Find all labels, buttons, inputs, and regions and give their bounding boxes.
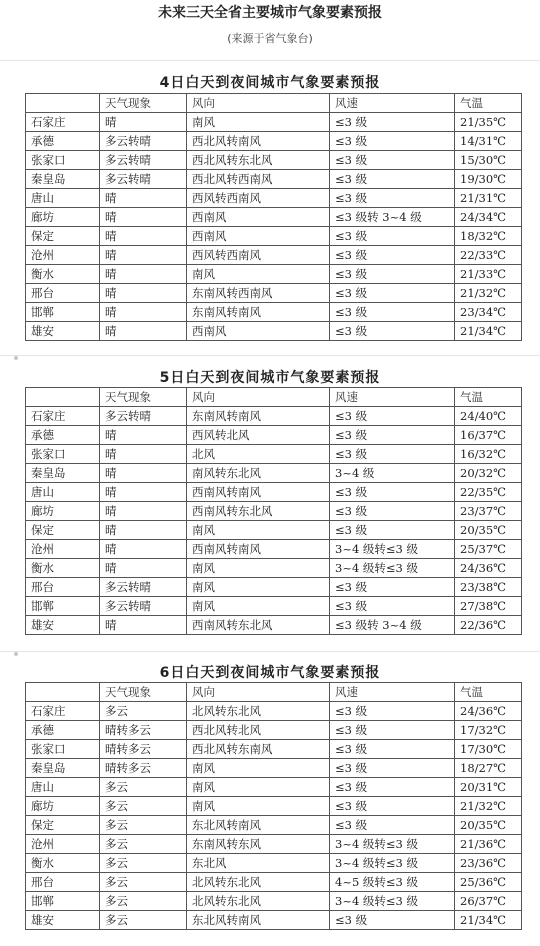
- wind-direction-cell: 南风: [187, 559, 330, 578]
- wind-speed-cell: ≤3 级: [330, 189, 455, 208]
- column-header: 天气现象: [100, 94, 187, 113]
- weather-cell: 晴: [100, 189, 187, 208]
- city-cell: 秦皇岛: [26, 170, 100, 189]
- table-row: [26, 559, 522, 578]
- weather-cell: 晴: [100, 464, 187, 483]
- table-row: [26, 797, 522, 816]
- temperature-cell: 21/33℃: [455, 265, 522, 284]
- wind-speed-cell: 3~4 级转≤3 级: [330, 835, 455, 854]
- table-row: [26, 721, 522, 740]
- weather-cell: 晴: [100, 521, 187, 540]
- wind-speed-cell: ≤3 级: [330, 151, 455, 170]
- temperature-cell: 24/40℃: [455, 407, 522, 426]
- wind-direction-cell: 东北风: [187, 854, 330, 873]
- city-cell: 张家口: [26, 740, 100, 759]
- wind-direction-cell: 南风: [187, 578, 330, 597]
- temperature-cell: 16/37℃: [455, 426, 522, 445]
- weather-cell: 晴: [100, 208, 187, 227]
- column-header: 风速: [330, 388, 455, 407]
- column-header: 天气现象: [100, 683, 187, 702]
- weather-cell: 晴: [100, 540, 187, 559]
- wind-direction-cell: 南风: [187, 797, 330, 816]
- weather-cell: 晴转多云: [100, 740, 187, 759]
- city-cell: 沧州: [26, 540, 100, 559]
- temperature-cell: 22/35℃: [455, 483, 522, 502]
- wind-speed-cell: ≤3 级: [330, 303, 455, 322]
- table-row: [26, 132, 522, 151]
- divider: [0, 651, 540, 652]
- wind-speed-cell: ≤3 级: [330, 265, 455, 284]
- wind-direction-cell: 东南风转南风: [187, 303, 330, 322]
- wind-direction-cell: 南风: [187, 265, 330, 284]
- weather-cell: 晴: [100, 284, 187, 303]
- temperature-cell: 18/32℃: [455, 227, 522, 246]
- wind-speed-cell: ≤3 级: [330, 227, 455, 246]
- city-cell: 邯郸: [26, 303, 100, 322]
- city-cell: 石家庄: [26, 702, 100, 721]
- column-header: 风向: [187, 683, 330, 702]
- table-header-row: [26, 94, 522, 113]
- temperature-cell: 24/34℃: [455, 208, 522, 227]
- table-row: [26, 702, 522, 721]
- weather-cell: 多云转晴: [100, 170, 187, 189]
- wind-speed-cell: ≤3 级: [330, 702, 455, 721]
- weather-cell: 晴: [100, 616, 187, 635]
- wind-speed-cell: 3~4 级转≤3 级: [330, 892, 455, 911]
- divider: [0, 60, 540, 61]
- city-cell: 邯郸: [26, 892, 100, 911]
- temperature-cell: 18/27℃: [455, 759, 522, 778]
- table-row: [26, 521, 522, 540]
- wind-direction-cell: 西南风转东北风: [187, 502, 330, 521]
- section-title: 6日白天到夜间城市气象要素预报: [159, 665, 381, 681]
- wind-direction-cell: 南风: [187, 113, 330, 132]
- wind-direction-cell: 北风: [187, 445, 330, 464]
- divider-dot: [14, 652, 18, 656]
- temperature-cell: 20/35℃: [455, 521, 522, 540]
- city-cell: 廊坊: [26, 797, 100, 816]
- column-header: 风向: [187, 94, 330, 113]
- table-row: [26, 597, 522, 616]
- weather-cell: 多云: [100, 702, 187, 721]
- table-row: [26, 483, 522, 502]
- city-cell: 承德: [26, 426, 100, 445]
- wind-speed-cell: ≤3 级: [330, 740, 455, 759]
- city-cell: 石家庄: [26, 113, 100, 132]
- city-cell: 秦皇岛: [26, 464, 100, 483]
- table-row: [26, 854, 522, 873]
- table-row: [26, 246, 522, 265]
- table-row: [26, 835, 522, 854]
- city-cell: 雄安: [26, 322, 100, 341]
- weather-cell: 晴: [100, 483, 187, 502]
- city-cell: 沧州: [26, 835, 100, 854]
- wind-speed-cell: ≤3 级: [330, 502, 455, 521]
- temperature-cell: 24/36℃: [455, 702, 522, 721]
- table-row: [26, 113, 522, 132]
- wind-direction-cell: 东北风转南风: [187, 911, 330, 930]
- table-row: [26, 189, 522, 208]
- wind-speed-cell: 3~4 级转≤3 级: [330, 854, 455, 873]
- wind-speed-cell: ≤3 级: [330, 578, 455, 597]
- temperature-cell: 27/38℃: [455, 597, 522, 616]
- city-cell: 承德: [26, 721, 100, 740]
- table-row: [26, 759, 522, 778]
- temperature-cell: 23/38℃: [455, 578, 522, 597]
- weather-cell: 多云: [100, 797, 187, 816]
- page-title: 未来三天全省主要城市气象要素预报: [158, 5, 382, 21]
- temperature-cell: 17/30℃: [455, 740, 522, 759]
- table-row: [26, 502, 522, 521]
- wind-direction-cell: 西风转西南风: [187, 189, 330, 208]
- temperature-cell: 22/36℃: [455, 616, 522, 635]
- wind-speed-cell: ≤3 级: [330, 132, 455, 151]
- wind-direction-cell: 西风转北风: [187, 426, 330, 445]
- table-row: [26, 265, 522, 284]
- temperature-cell: 25/36℃: [455, 873, 522, 892]
- wind-speed-cell: ≤3 级: [330, 797, 455, 816]
- wind-direction-cell: 西北风转北风: [187, 721, 330, 740]
- table-row: [26, 816, 522, 835]
- column-header: [26, 94, 100, 113]
- temperature-cell: 19/30℃: [455, 170, 522, 189]
- wind-direction-cell: 西南风转南风: [187, 483, 330, 502]
- table-row: [26, 407, 522, 426]
- temperature-cell: 23/37℃: [455, 502, 522, 521]
- table-row: [26, 227, 522, 246]
- temperature-cell: 23/36℃: [455, 854, 522, 873]
- city-cell: 张家口: [26, 151, 100, 170]
- city-cell: 廊坊: [26, 208, 100, 227]
- table-row: [26, 616, 522, 635]
- section-title: 5日白天到夜间城市气象要素预报: [159, 370, 381, 386]
- wind-direction-cell: 西南风: [187, 227, 330, 246]
- divider: [0, 355, 540, 356]
- temperature-cell: 21/36℃: [455, 835, 522, 854]
- wind-direction-cell: 南风: [187, 759, 330, 778]
- wind-speed-cell: ≤3 级: [330, 911, 455, 930]
- temperature-cell: 21/34℃: [455, 322, 522, 341]
- wind-direction-cell: 西南风: [187, 322, 330, 341]
- table-row: [26, 426, 522, 445]
- wind-direction-cell: 东南风转南风: [187, 407, 330, 426]
- column-header: 风速: [330, 683, 455, 702]
- city-cell: 邢台: [26, 873, 100, 892]
- wind-direction-cell: 南风: [187, 521, 330, 540]
- wind-speed-cell: ≤3 级: [330, 284, 455, 303]
- weather-cell: 晴: [100, 502, 187, 521]
- wind-speed-cell: 4~5 级转≤3 级: [330, 873, 455, 892]
- wind-speed-cell: ≤3 级: [330, 445, 455, 464]
- weather-cell: 多云: [100, 778, 187, 797]
- column-header: [26, 388, 100, 407]
- city-cell: 邢台: [26, 284, 100, 303]
- table-row: [26, 170, 522, 189]
- weather-cell: 多云: [100, 854, 187, 873]
- forecast-table: [25, 387, 522, 635]
- city-cell: 唐山: [26, 778, 100, 797]
- weather-cell: 晴: [100, 445, 187, 464]
- section-title: 4日白天到夜间城市气象要素预报: [159, 75, 381, 91]
- weather-cell: 多云转晴: [100, 151, 187, 170]
- table-row: [26, 151, 522, 170]
- city-cell: 秦皇岛: [26, 759, 100, 778]
- temperature-cell: 17/32℃: [455, 721, 522, 740]
- weather-cell: 晴: [100, 227, 187, 246]
- city-cell: 张家口: [26, 445, 100, 464]
- city-cell: 衡水: [26, 265, 100, 284]
- city-cell: 保定: [26, 816, 100, 835]
- weather-cell: 晴: [100, 246, 187, 265]
- wind-speed-cell: ≤3 级: [330, 407, 455, 426]
- weather-cell: 晴转多云: [100, 759, 187, 778]
- wind-direction-cell: 东南风转东风: [187, 835, 330, 854]
- wind-direction-cell: 东北风转南风: [187, 816, 330, 835]
- city-cell: 唐山: [26, 483, 100, 502]
- wind-direction-cell: 南风: [187, 778, 330, 797]
- temperature-cell: 21/35℃: [455, 113, 522, 132]
- weather-cell: 多云转晴: [100, 407, 187, 426]
- wind-speed-cell: ≤3 级: [330, 170, 455, 189]
- wind-direction-cell: 西风转西南风: [187, 246, 330, 265]
- table-row: [26, 892, 522, 911]
- table-row: [26, 740, 522, 759]
- table-row: [26, 911, 522, 930]
- wind-direction-cell: 南风: [187, 597, 330, 616]
- table-row: [26, 778, 522, 797]
- column-header: 气温: [455, 94, 522, 113]
- temperature-cell: 23/34℃: [455, 303, 522, 322]
- city-cell: 雄安: [26, 911, 100, 930]
- table-row: [26, 578, 522, 597]
- wind-direction-cell: 北风转东北风: [187, 702, 330, 721]
- wind-direction-cell: 东南风转西南风: [187, 284, 330, 303]
- table-row: [26, 464, 522, 483]
- wind-direction-cell: 西南风: [187, 208, 330, 227]
- wind-speed-cell: ≤3 级: [330, 113, 455, 132]
- wind-speed-cell: ≤3 级: [330, 759, 455, 778]
- city-cell: 邢台: [26, 578, 100, 597]
- city-cell: 承德: [26, 132, 100, 151]
- city-cell: 衡水: [26, 559, 100, 578]
- wind-speed-cell: ≤3 级: [330, 597, 455, 616]
- weather-cell: 多云: [100, 892, 187, 911]
- column-header: 风向: [187, 388, 330, 407]
- temperature-cell: 14/31℃: [455, 132, 522, 151]
- temperature-cell: 16/32℃: [455, 445, 522, 464]
- table-row: [26, 208, 522, 227]
- wind-speed-cell: ≤3 级: [330, 483, 455, 502]
- weather-cell: 多云: [100, 911, 187, 930]
- city-cell: 沧州: [26, 246, 100, 265]
- temperature-cell: 20/31℃: [455, 778, 522, 797]
- weather-cell: 晴: [100, 265, 187, 284]
- wind-speed-cell: 3~4 级: [330, 464, 455, 483]
- table-header-row: [26, 683, 522, 702]
- wind-speed-cell: ≤3 级转 3~4 级: [330, 208, 455, 227]
- wind-direction-cell: 西南风转南风: [187, 540, 330, 559]
- weather-cell: 多云: [100, 816, 187, 835]
- weather-cell: 多云转晴: [100, 597, 187, 616]
- wind-direction-cell: 西北风转东北风: [187, 151, 330, 170]
- column-header: 气温: [455, 388, 522, 407]
- wind-direction-cell: 西北风转南风: [187, 132, 330, 151]
- wind-speed-cell: ≤3 级: [330, 816, 455, 835]
- forecast-table: [25, 93, 522, 341]
- city-cell: 保定: [26, 227, 100, 246]
- city-cell: 邯郸: [26, 597, 100, 616]
- temperature-cell: 15/30℃: [455, 151, 522, 170]
- temperature-cell: 21/32℃: [455, 284, 522, 303]
- weather-cell: 晴: [100, 303, 187, 322]
- wind-direction-cell: 西南风转东北风: [187, 616, 330, 635]
- city-cell: 保定: [26, 521, 100, 540]
- wind-direction-cell: 西北风转西南风: [187, 170, 330, 189]
- temperature-cell: 20/35℃: [455, 816, 522, 835]
- temperature-cell: 26/37℃: [455, 892, 522, 911]
- weather-cell: 晴转多云: [100, 721, 187, 740]
- column-header: 风速: [330, 94, 455, 113]
- wind-speed-cell: ≤3 级: [330, 426, 455, 445]
- temperature-cell: 20/32℃: [455, 464, 522, 483]
- temperature-cell: 21/34℃: [455, 911, 522, 930]
- temperature-cell: 25/37℃: [455, 540, 522, 559]
- table-row: [26, 540, 522, 559]
- temperature-cell: 24/36℃: [455, 559, 522, 578]
- table-row: [26, 322, 522, 341]
- table-header-row: [26, 388, 522, 407]
- weather-cell: 晴: [100, 322, 187, 341]
- temperature-cell: 22/33℃: [455, 246, 522, 265]
- wind-direction-cell: 北风转东北风: [187, 892, 330, 911]
- table-row: [26, 284, 522, 303]
- weather-cell: 多云: [100, 835, 187, 854]
- wind-speed-cell: ≤3 级转 3~4 级: [330, 616, 455, 635]
- table-row: [26, 303, 522, 322]
- wind-speed-cell: 3~4 级转≤3 级: [330, 559, 455, 578]
- city-cell: 廊坊: [26, 502, 100, 521]
- table-row: [26, 873, 522, 892]
- weather-cell: 多云转晴: [100, 578, 187, 597]
- wind-direction-cell: 南风转东北风: [187, 464, 330, 483]
- city-cell: 石家庄: [26, 407, 100, 426]
- weather-cell: 多云转晴: [100, 132, 187, 151]
- table-row: [26, 445, 522, 464]
- wind-speed-cell: 3~4 级转≤3 级: [330, 540, 455, 559]
- city-cell: 唐山: [26, 189, 100, 208]
- temperature-cell: 21/32℃: [455, 797, 522, 816]
- wind-direction-cell: 北风转东北风: [187, 873, 330, 892]
- city-cell: 衡水: [26, 854, 100, 873]
- wind-speed-cell: ≤3 级: [330, 246, 455, 265]
- column-header: [26, 683, 100, 702]
- weather-cell: 多云: [100, 873, 187, 892]
- divider-dot: [14, 356, 18, 360]
- column-header: 气温: [455, 683, 522, 702]
- city-cell: 雄安: [26, 616, 100, 635]
- column-header: 天气现象: [100, 388, 187, 407]
- wind-speed-cell: ≤3 级: [330, 778, 455, 797]
- wind-speed-cell: ≤3 级: [330, 721, 455, 740]
- temperature-cell: 21/31℃: [455, 189, 522, 208]
- wind-speed-cell: ≤3 级: [330, 521, 455, 540]
- weather-cell: 晴: [100, 113, 187, 132]
- weather-cell: 晴: [100, 559, 187, 578]
- weather-cell: 晴: [100, 426, 187, 445]
- wind-speed-cell: ≤3 级: [330, 322, 455, 341]
- source-note: (来源于省气象台): [227, 32, 313, 45]
- forecast-table: [25, 682, 522, 930]
- wind-direction-cell: 西北风转东南风: [187, 740, 330, 759]
